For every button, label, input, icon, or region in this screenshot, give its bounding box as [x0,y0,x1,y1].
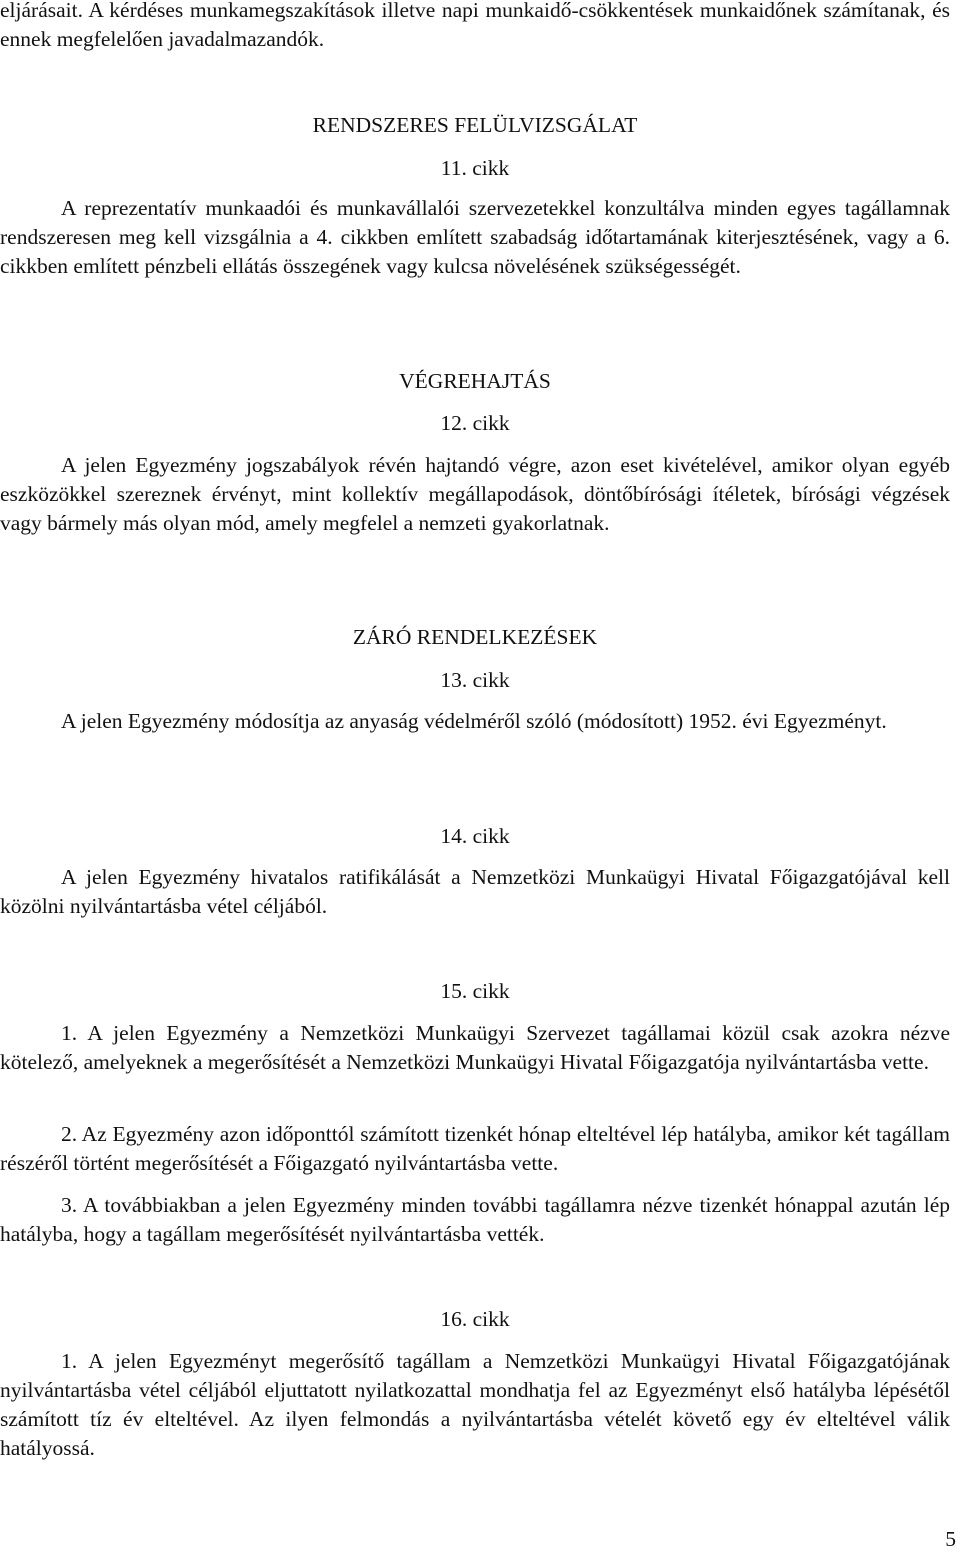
section-title-final-provisions: ZÁRÓ RENDELKEZÉSEK [352,625,598,649]
page-number: 5 [945,1527,956,1551]
article-11-paragraph: A reprezentatív munkaadói és munkavállalói szervezetekkel konzultálva minden egyes tagállamnak rendszeresen meg kell vizsgálnia a 4. cikkben említett szabadság időtartamának kiterjesztésének, vagy a 6. cikkben említett pénzbeli ellátás összegének vagy kulcsa növelésének szükségességét. [0,196,950,278]
article-16-paragraph: 1. A jelen Egyezményt megerősítő tagállam a Nemzetközi Munkaügyi Hivatal Főigazgatójának nyilvántartásba vétel céljából eljuttatott nyilatkozattal mondhatja fel az Egyezményt első hatályba lépésétől számított tíz év elteltével. Az ilyen felmondás a nyilvántartásba vételét követő egy év elteltével válik hatályossá. [0,1349,950,1460]
section-title-review: RENDSZERES FELÜLVIZSGÁLAT [312,113,638,137]
article-14-heading: 14. cikk [440,824,510,848]
intro-paragraph: eljárásait. A kérdéses munkamegszakítások illetve napi munkaidő-csökkentések munkaidőnek számítanak, és ennek megfelelően javadalmazandók. [0,0,950,51]
article-16-heading: 16. cikk [440,1307,510,1331]
article-13-heading: 13. cikk [440,668,510,692]
section-title-implementation: VÉGREHAJTÁS [399,369,551,393]
article-15-paragraph-3: 3. A továbbiakban a jelen Egyezmény minden további tagállamra nézve tizenkét hónappal azután lép hatályba, hogy a tagállam megerősítését nyilvántartásba vették. [0,1193,950,1246]
article-11-heading: 11. cikk [440,156,510,180]
article-15-paragraph-2: 2. Az Egyezmény azon időponttól számított tizenkét hónap elteltével lép hatályba, amikor két tagállam részéről történt megerősítését a Főigazgató nyilvántartásba vette. [0,1122,950,1175]
article-15-paragraph-1: 1. A jelen Egyezmény a Nemzetközi Munkaügyi Szervezet tagállamai közül csak azokra nézve kötelező, amelyeknek a megerősítését a Nemzetközi Munkaügyi Hivatal Főigazgatója nyilvántartásba vette. [0,1021,950,1074]
article-13-paragraph: A jelen Egyezmény módosítja az anyaság védelméről szóló (módosított) 1952. évi Egyezményt. [61,709,887,733]
article-12-paragraph: A jelen Egyezmény jogszabályok révén hajtandó végre, azon eset kivételével, amikor olyan egyéb eszközökkel szereznek érvényt, mint kollektív megállapodások, döntőbírósági ítéletek, bírósági végzések vagy bármely más olyan mód, amely megfelel a nemzeti gyakorlatnak. [0,453,950,535]
article-12-heading: 12. cikk [440,411,510,435]
article-14-paragraph: A jelen Egyezmény hivatalos ratifikálását a Nemzetközi Munkaügyi Hivatal Főigazgatójával kell közölni nyilvántartásba vétel céljából. [0,865,950,918]
article-15-heading: 15. cikk [440,979,510,1003]
